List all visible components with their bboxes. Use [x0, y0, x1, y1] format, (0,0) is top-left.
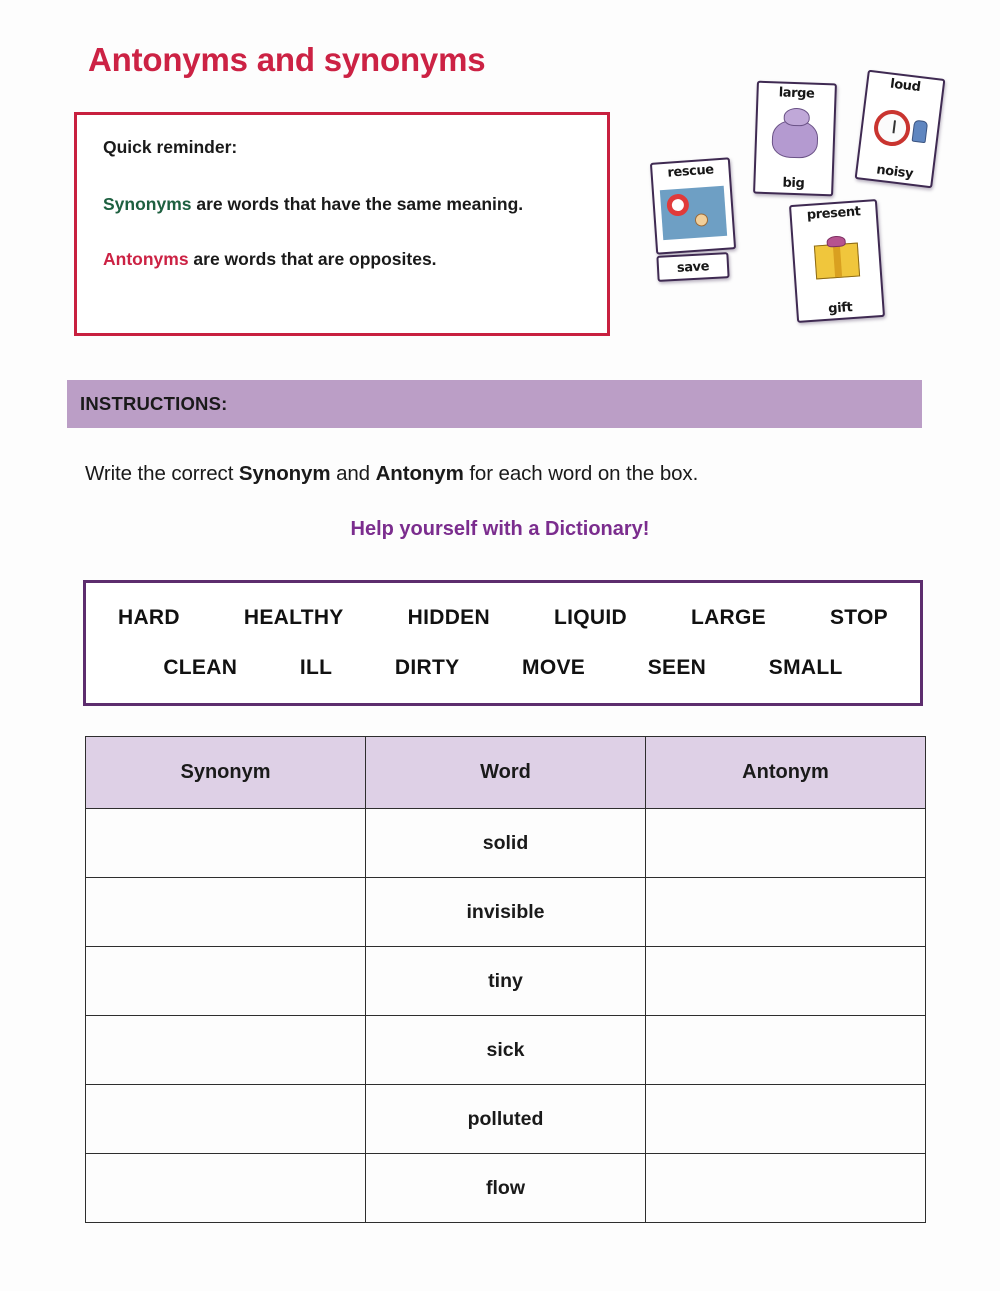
synonym-answer-cell[interactable] — [86, 1016, 366, 1085]
antonym-answer-cell[interactable] — [646, 1154, 926, 1223]
flashcard-rescue-top-word: rescue — [666, 162, 715, 181]
antonym-answer-cell[interactable] — [646, 947, 926, 1016]
instructions-banner — [67, 380, 922, 428]
flashcard-present — [789, 199, 885, 323]
synonym-answer-cell[interactable] — [86, 878, 366, 947]
word-bank-item[interactable]: ILL — [299, 656, 333, 679]
hippo-icon — [758, 99, 833, 178]
table-row — [86, 1154, 926, 1223]
word-bank-item[interactable]: MOVE — [522, 656, 586, 679]
table-row — [86, 1016, 926, 1085]
word-cell: invisible — [366, 878, 646, 947]
flashcards-illustration — [645, 62, 955, 330]
word-bank-item[interactable]: DIRTY — [394, 656, 460, 679]
column-header-synonym: Synonym — [86, 737, 366, 809]
flashcard-large — [753, 81, 837, 197]
quick-reminder-box — [74, 112, 610, 336]
antonym-definition: are words that are opposites. — [188, 248, 437, 269]
synonym-answer-cell[interactable] — [86, 947, 366, 1016]
table-row — [86, 809, 926, 878]
synonym-answer-cell[interactable] — [86, 809, 366, 878]
table-row — [86, 1085, 926, 1154]
instructions-label: INSTRUCTIONS: — [80, 393, 228, 414]
instructions-text-part1: Write the correct — [85, 462, 239, 485]
table-row — [86, 947, 926, 1016]
word-bank — [83, 580, 923, 706]
word-bank-item[interactable]: SEEN — [647, 656, 707, 679]
antonym-answer-cell[interactable] — [646, 809, 926, 878]
word-bank-row-2 — [86, 643, 920, 693]
word-cell: sick — [366, 1016, 646, 1085]
gift-box-icon — [794, 217, 880, 304]
flashcard-rescue-bottom-word: save — [676, 258, 710, 276]
flashcard-large-bottom-word: big — [782, 175, 805, 192]
word-cell: solid — [366, 809, 646, 878]
word-bank-item[interactable]: HEALTHY — [243, 606, 344, 629]
word-bank-item[interactable]: SMALL — [768, 656, 843, 679]
flashcard-present-bottom-word: gift — [827, 300, 853, 317]
page-title: Antonyms and synonyms — [88, 41, 486, 78]
synonym-definition: are words that have the same meaning. — [191, 194, 524, 214]
flashcard-loud — [855, 70, 946, 189]
word-bank-item[interactable]: CLEAN — [163, 656, 238, 679]
synonym-answer-cell[interactable] — [86, 1154, 366, 1223]
flashcard-present-top-word: present — [806, 204, 862, 223]
instructions-sentence — [85, 462, 698, 486]
antonym-keyword: Antonyms — [103, 248, 189, 269]
column-header-antonym: Antonym — [646, 737, 926, 809]
lifesaver-ring-icon — [655, 176, 732, 250]
word-bank-row-1 — [86, 593, 920, 643]
flashcard-save — [656, 252, 729, 282]
instructions-text-part2: and — [330, 462, 376, 485]
reminder-synonym-line — [103, 192, 581, 217]
flashcard-loud-bottom-word: noisy — [875, 162, 914, 182]
answer-table — [85, 736, 926, 1223]
synonym-answer-cell[interactable] — [86, 1085, 366, 1154]
dictionary-hint: Help yourself with a Dictionary! — [350, 518, 650, 540]
antonym-answer-cell[interactable] — [646, 1085, 926, 1154]
flashcard-rescue — [650, 157, 736, 254]
column-header-word: Word — [366, 737, 646, 809]
antonym-answer-cell[interactable] — [646, 878, 926, 947]
alarm-clock-icon — [861, 88, 939, 170]
instructions-bold-synonym: Synonym — [238, 462, 331, 485]
flashcard-loud-top-word: loud — [889, 76, 922, 96]
word-bank-item[interactable]: HARD — [118, 606, 180, 629]
table-row — [86, 878, 926, 947]
reminder-antonym-line — [103, 247, 581, 272]
table-header-row — [86, 737, 926, 809]
word-bank-item[interactable]: STOP — [829, 606, 888, 629]
word-cell: tiny — [366, 947, 646, 1016]
word-cell: polluted — [366, 1085, 646, 1154]
flashcard-large-top-word: large — [778, 85, 815, 102]
synonym-keyword: Synonyms — [103, 194, 192, 214]
word-cell: flow — [366, 1154, 646, 1223]
instructions-text-part3: for each word on the box. — [463, 462, 699, 485]
word-bank-item[interactable]: LARGE — [690, 606, 766, 629]
antonym-answer-cell[interactable] — [646, 1016, 926, 1085]
word-bank-item[interactable]: LIQUID — [553, 606, 627, 629]
reminder-heading: Quick reminder: — [103, 137, 238, 157]
word-bank-item[interactable]: HIDDEN — [407, 606, 490, 629]
instructions-bold-antonym: Antonym — [375, 462, 464, 485]
